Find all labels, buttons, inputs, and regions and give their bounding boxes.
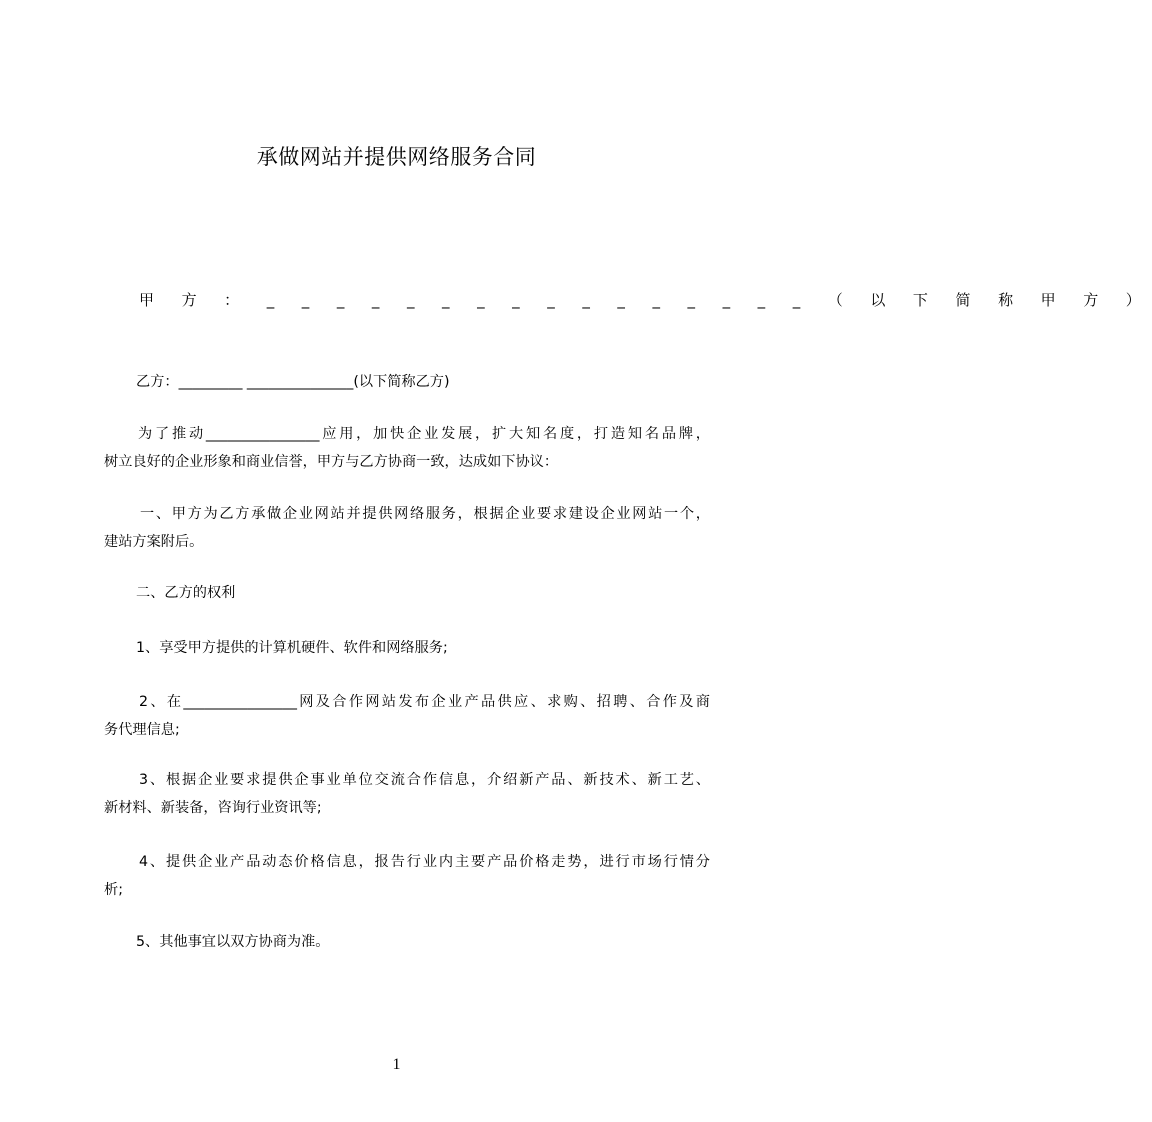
page-number: 1 bbox=[392, 1056, 401, 1073]
intro-line-1: 为了推动________________应用，加快企业发展，扩大知名度，打造知名品牌， bbox=[138, 426, 710, 442]
item-4-line-2: 析; bbox=[104, 882, 123, 898]
party-b-text: 乙方：_________ _______________(以下简称乙方) bbox=[136, 374, 450, 390]
item-2-paragraph bbox=[104, 688, 710, 744]
item-4-paragraph bbox=[104, 848, 710, 904]
intro-paragraph bbox=[104, 420, 710, 476]
item-1-paragraph bbox=[136, 634, 742, 662]
clause-1-line-2: 建站方案附后。 bbox=[104, 534, 204, 550]
item-1-text: 1、享受甲方提供的计算机硬件、软件和网络服务; bbox=[136, 640, 448, 656]
document-title: 承做网站并提供网络服务合同 bbox=[256, 145, 537, 169]
item-3-line-1: 3、根据企业要求提供企事业单位交流合作信息，介绍新产品、新技术、新工艺、 bbox=[139, 772, 710, 788]
item-5-text: 5、其他事宜以双方协商为准。 bbox=[136, 934, 330, 950]
clause-1-paragraph bbox=[104, 500, 710, 556]
clause-1-line-1: 一、甲方为乙方承做企业网站并提供网络服务，根据企业要求建设企业网站一个， bbox=[140, 506, 710, 522]
intro-line-2: 树立良好的企业形象和商业信誉，甲方与乙方协商一致，达成如下协议： bbox=[104, 454, 559, 470]
item-5-paragraph bbox=[136, 928, 742, 956]
item-2-line-2: 务代理信息; bbox=[104, 722, 180, 738]
party-b-line bbox=[136, 368, 742, 396]
item-4-line-1: 4、提供企业产品动态价格信息，报告行业内主要产品价格走势，进行市场行情分 bbox=[139, 854, 710, 870]
clause-2-heading-text: 二、乙方的权利 bbox=[136, 585, 236, 601]
item-3-paragraph bbox=[104, 766, 710, 822]
party-a-line: 甲 方 ： _ _ _ _ _ _ _ _ _ _ _ _ _ _ _ _ （ 以 下 简 称 甲 方 ） bbox=[139, 291, 1152, 309]
item-2-line-1: 2、在________________网及合作网站发布企业产品供应、求购、招聘、合作及商 bbox=[139, 694, 710, 710]
item-3-line-2: 新材料、新装备，咨询行业资讯等; bbox=[104, 800, 322, 816]
clause-2-heading bbox=[136, 579, 742, 607]
